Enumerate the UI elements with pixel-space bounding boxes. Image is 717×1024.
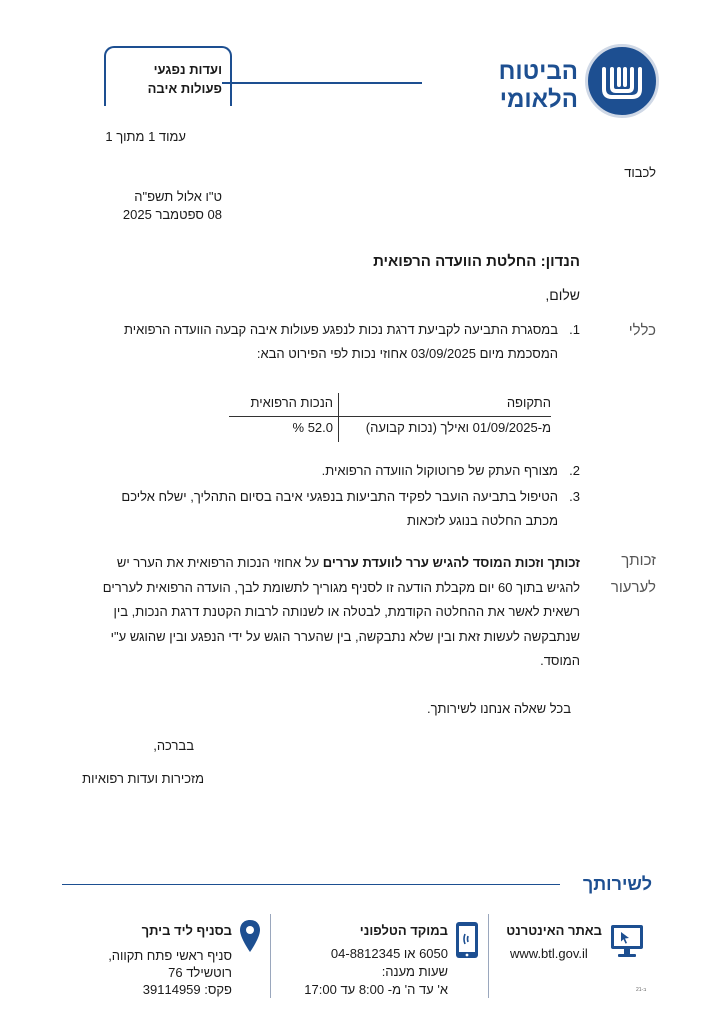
footer-title: לשירותך [582,874,652,894]
item-number-2: 2. [569,463,580,478]
tab-line-1: ועדות נפגעי [153,62,222,77]
phone-icon [454,920,480,960]
phone-hours: א' עד ה' מ- 8:00 עד 17:00 [304,982,448,997]
table-header-period: התקופה [506,395,551,410]
item-3-line-1: הטיפול בתביעה הועבר לפקיד התביעות בנפגעי איבה בסיום התהליך, ישלח אליכם [121,489,558,504]
committee-tab [104,46,232,106]
table-cell-period: מ-01/09/2025 ואילך (נכות קבועה) [365,420,551,435]
phone-numbers: 6050 או 04-8812345 [330,946,448,961]
header-divider [222,82,422,84]
appeal-line-1-rest: על אחוזי הנכות הרפואית את הערר יש [116,555,323,570]
item-number-1: 1. [569,322,580,337]
table-cell-disability: 52.0 % [292,420,333,435]
appeal-label-line-2: לערעור [610,579,656,596]
branch-title: בסניף ליד ביתך [141,923,232,938]
appeal-label-line-1: זכותך [621,552,656,569]
date-gregorian: 08 ספטמבר 2025 [122,207,222,222]
signature: מזכירות ועדות רפואיות [82,771,204,786]
org-name: הביטוח הלאומי [498,58,578,113]
appeal-line-3: רשאית לאשר את ההחלטה הקודמת, לבטלה או לשנותה לרבות הקטנת דרגת הנכות, בין [113,604,580,619]
item-2-line-1: מצורף העתק של פרוטוקול הוועדה הרפואית. [321,463,558,478]
footer-column-separator [488,914,489,998]
blessing: בברכה, [153,738,194,753]
item-3-line-2: מכתב החלטה בנוגע לזכאות [407,513,558,528]
form-code: 21-ב [636,987,647,993]
recipient-label: לכבוד [624,165,656,180]
computer-icon [607,922,647,962]
table-column-divider [338,393,339,442]
appeal-line-1 [60,551,580,576]
branch-street: רוטשילד 76 [168,965,232,980]
section-general-label: כללי [628,322,656,339]
appeal-bold-text: זכותך וזכות המוסד להגיש ערר לוועדת עררים [322,555,580,570]
appeal-line-2: להגיש בתוך 60 יום מקבלת הודעה זו לסניף מגוריך לתשומת לבך, הועדה הרפואית לעררים [102,579,580,595]
item-number-3: 3. [569,489,580,504]
appeal-line-4: שנתבקשה לעשות זאת ובין שלא נתבקשה, בין שהערר הוגש על ידי הנפגע ובין שהוגש ע"י [110,628,580,644]
service-note: בכל שאלה אנחנו לשירותך. [426,701,571,716]
greeting: שלום, [545,287,580,303]
subject-line: הנדון: החלטת הוועדה הרפואית [373,253,580,270]
date-hebrew: ט"ו אלול תשפ"ה [134,189,222,204]
branch-fax: פקס: 39114959 [142,982,232,997]
phone-title: במוקד הטלפוני [359,923,448,938]
item-1-line-1: במסגרת התביעה לקביעת דרגת נכות לנפגע פעולות איבה קבעה הוועדה הרפואית [124,322,558,337]
footer-divider [62,884,560,885]
appeal-line-5: המוסד. [540,653,580,668]
web-url-link[interactable]: www.btl.gov.il [510,946,588,961]
table-header-disability: הנכות הרפואית [250,395,333,410]
table-divider [229,416,551,417]
phone-hours-label: שעות מענה: [381,964,448,979]
page-number: עמוד 1 מתוך 1 [105,129,186,144]
location-pin-icon [238,918,262,956]
tab-line-2: פעולות איבה [147,81,222,96]
item-1-line-2: המסכמת מיום 03/09/2025 אחוזי נכות לפי הפירוט הבא: [256,346,558,361]
branch-name: סניף ראשי פתח תקווה, [108,948,232,963]
footer-column-separator [270,914,271,998]
btl-logo-icon [585,44,659,118]
web-title: באתר האינטרנט [506,923,602,938]
